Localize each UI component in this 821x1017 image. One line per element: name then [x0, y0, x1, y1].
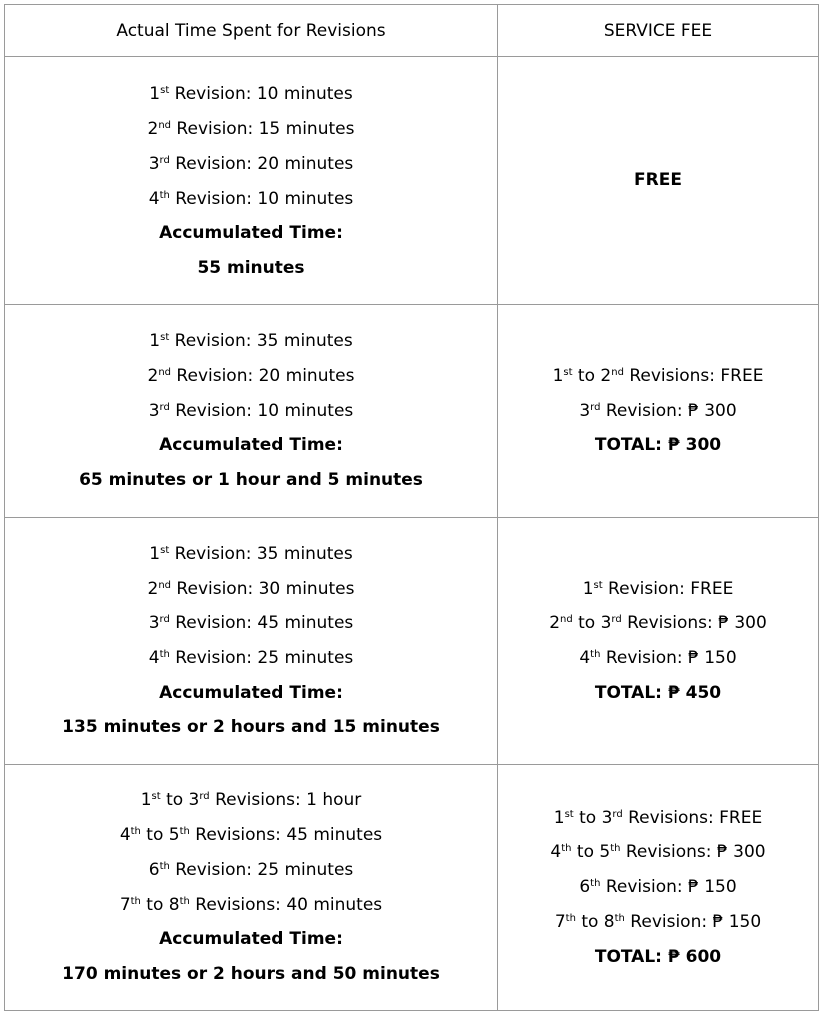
service-fee-cell [498, 765, 819, 1011]
line-text: 4 [148, 648, 160, 668]
revision-line [5, 77, 497, 112]
cell-content [5, 537, 497, 745]
header-time-spent: Actual Time Spent for Revisions [5, 5, 498, 57]
line-text: Revisions: ₱ 300 [620, 842, 766, 863]
line-text: to 8 [140, 894, 180, 915]
line-text: Revisions: FREE [623, 365, 764, 386]
summary-line [5, 463, 497, 498]
time-spent-cell [5, 518, 498, 765]
revision-line [5, 112, 497, 147]
line-text: 2 [147, 119, 159, 140]
line-text: Revision: 25 minutes [169, 648, 354, 668]
line-text: Revision: 45 minutes [169, 613, 354, 634]
table-row [5, 57, 819, 305]
line-text: 3 [148, 400, 160, 421]
summary-line [5, 922, 497, 957]
line-text: Accumulated Time: [159, 929, 343, 950]
line-text: 135 minutes or 2 hours and 15 minutes [62, 717, 440, 738]
line-text: Accumulated Time: [159, 682, 343, 703]
line-text: Revisions: ₱ 300 [621, 613, 767, 634]
revision-line [5, 853, 497, 888]
line-text: 55 minutes [197, 257, 305, 278]
revision-fee-table [4, 4, 819, 1011]
line-text: 4 [550, 842, 562, 863]
ordinal-suffix: st [160, 85, 170, 97]
line-text: 4 [579, 648, 591, 668]
ordinal-suffix: th [159, 649, 170, 660]
summary-line [5, 710, 497, 745]
line-text: 4 [148, 188, 160, 209]
revision-line [498, 870, 818, 905]
ordinal-suffix: th [179, 826, 190, 838]
revision-line [5, 537, 497, 572]
cell-content [5, 783, 497, 991]
time-spent-cell [5, 57, 498, 305]
revision-line [5, 641, 497, 676]
table-header [5, 5, 819, 57]
revision-line [5, 147, 497, 182]
line-text: to 3 [572, 613, 612, 634]
ordinal-suffix: th [590, 878, 601, 890]
line-text: 7 [554, 911, 566, 932]
revision-line [498, 641, 818, 676]
line-text: Revision: ₱ 150 [600, 877, 737, 898]
line-text: 3 [148, 153, 160, 174]
line-text: Revisions: 1 hour [209, 790, 362, 811]
revision-line [5, 818, 497, 853]
ordinal-suffix: th [130, 895, 141, 907]
line-text: 3 [148, 613, 160, 634]
line-text: TOTAL: ₱ 300 [594, 435, 722, 456]
cell-content [5, 75, 497, 285]
cell-content [498, 572, 818, 711]
revision-line [498, 905, 818, 940]
summary-line [5, 216, 497, 251]
summary-line [5, 676, 497, 711]
line-text: 1 [553, 807, 565, 828]
line-text: Revision: ₱ 300 [600, 400, 737, 421]
summary-line [498, 676, 818, 711]
line-text: 2 [147, 365, 159, 386]
revision-line [5, 572, 497, 607]
line-text: FREE [634, 170, 682, 191]
ordinal-suffix: th [614, 912, 625, 924]
revision-line [5, 182, 497, 217]
line-text: 65 minutes or 1 hour and 5 minutes [79, 470, 423, 491]
line-text: TOTAL: ₱ 450 [594, 682, 722, 703]
line-text: Revision: 20 minutes [169, 153, 354, 174]
line-text: Revisions: FREE [622, 807, 763, 828]
ordinal-suffix: th [159, 860, 170, 872]
revision-line [498, 835, 818, 870]
ordinal-suffix: nd [611, 366, 624, 378]
ordinal-suffix: st [160, 332, 170, 344]
ordinal-suffix: st [563, 366, 573, 378]
line-text: to 8 [575, 911, 615, 932]
service-fee-cell [498, 57, 819, 305]
line-text: Revision: 10 minutes [169, 84, 353, 105]
ordinal-suffix: nd [158, 120, 172, 132]
line-text: to 2 [572, 365, 612, 386]
ordinal-suffix: rd [612, 808, 623, 820]
table-body [5, 57, 819, 1011]
ordinal-suffix: th [179, 895, 190, 907]
line-text: 1 [140, 790, 152, 811]
summary-line [5, 251, 497, 286]
summary-line [5, 957, 497, 992]
ordinal-suffix: rd [159, 614, 170, 626]
revision-line [498, 359, 818, 394]
service-fee-cell [498, 305, 819, 518]
ordinal-suffix: th [610, 843, 621, 855]
revision-line [5, 324, 497, 359]
ordinal-suffix: st [160, 544, 170, 556]
ordinal-suffix: nd [158, 579, 172, 591]
ordinal-suffix: rd [199, 791, 210, 803]
ordinal-suffix: rd [159, 401, 170, 413]
line-text: Revision: 30 minutes [171, 578, 355, 599]
ordinal-suffix: rd [590, 401, 601, 413]
line-text: 1 [552, 365, 564, 386]
cell-content [5, 324, 497, 497]
line-text: Accumulated Time: [159, 223, 343, 244]
table-row [5, 305, 819, 518]
ordinal-suffix: rd [611, 614, 622, 626]
line-text: Revision: ₱ 150 [600, 648, 737, 668]
ordinal-suffix: nd [158, 366, 172, 378]
summary-line [498, 940, 818, 975]
ordinal-suffix: st [593, 579, 603, 591]
line-text: Revision: FREE [602, 578, 734, 599]
line-text: to 5 [140, 825, 180, 846]
ordinal-suffix: th [590, 649, 601, 660]
line-text: Revision: 25 minutes [169, 859, 354, 880]
revision-line [5, 888, 497, 923]
line-text: Revisions: 45 minutes [189, 825, 383, 846]
table-row [5, 518, 819, 765]
line-text: 170 minutes or 2 hours and 50 minutes [62, 963, 440, 984]
revision-line [5, 359, 497, 394]
line-text: TOTAL: ₱ 600 [594, 946, 722, 967]
cell-content [498, 801, 818, 974]
line-text: 1 [149, 543, 161, 564]
line-text: 1 [149, 84, 161, 105]
ordinal-suffix: rd [159, 154, 170, 166]
cell-content [498, 359, 818, 463]
revision-line [5, 394, 497, 429]
summary-line [498, 428, 818, 463]
time-spent-cell [5, 765, 498, 1011]
revision-line [5, 783, 497, 818]
line-text: 6 [148, 859, 160, 880]
table-row [5, 765, 819, 1011]
revision-line [498, 606, 818, 641]
header-service-fee: SERVICE FEE [498, 5, 819, 57]
line-text: 2 [549, 613, 561, 634]
ordinal-suffix: th [159, 189, 170, 201]
line-text: to 3 [573, 807, 613, 828]
ordinal-suffix: th [565, 912, 576, 924]
line-text: 3 [579, 400, 591, 421]
summary-line [5, 428, 497, 463]
ordinal-suffix: th [130, 826, 141, 838]
time-spent-cell [5, 305, 498, 518]
revision-line [5, 606, 497, 641]
line-text: 1 [582, 578, 594, 599]
ordinal-suffix: st [151, 791, 161, 803]
service-fee-cell [498, 518, 819, 765]
line-text: Revision: 35 minutes [169, 543, 353, 564]
ordinal-suffix: nd [560, 614, 573, 626]
line-text: Revision: 10 minutes [169, 188, 354, 209]
line-text: 1 [149, 331, 161, 352]
line-text: Revisions: 40 minutes [189, 894, 383, 915]
line-text: 7 [119, 894, 131, 915]
line-text: Accumulated Time: [159, 435, 343, 456]
line-text: Revision: 20 minutes [171, 365, 355, 386]
revision-line [498, 394, 818, 429]
cell-content [498, 163, 818, 198]
line-text: to 5 [571, 842, 611, 863]
line-text: Revision: 15 minutes [171, 119, 355, 140]
revision-line [498, 572, 818, 607]
revision-line [498, 801, 818, 836]
line-text: 6 [579, 877, 591, 898]
line-text: 2 [147, 578, 159, 599]
line-text: Revision: 10 minutes [169, 400, 354, 421]
line-text: Revision: 35 minutes [169, 331, 353, 352]
ordinal-suffix: st [564, 808, 574, 820]
line-text: Revision: ₱ 150 [624, 911, 762, 932]
line-text: to 3 [160, 790, 200, 811]
line-text: 4 [119, 825, 131, 846]
summary-line [498, 163, 818, 198]
ordinal-suffix: th [561, 843, 572, 855]
